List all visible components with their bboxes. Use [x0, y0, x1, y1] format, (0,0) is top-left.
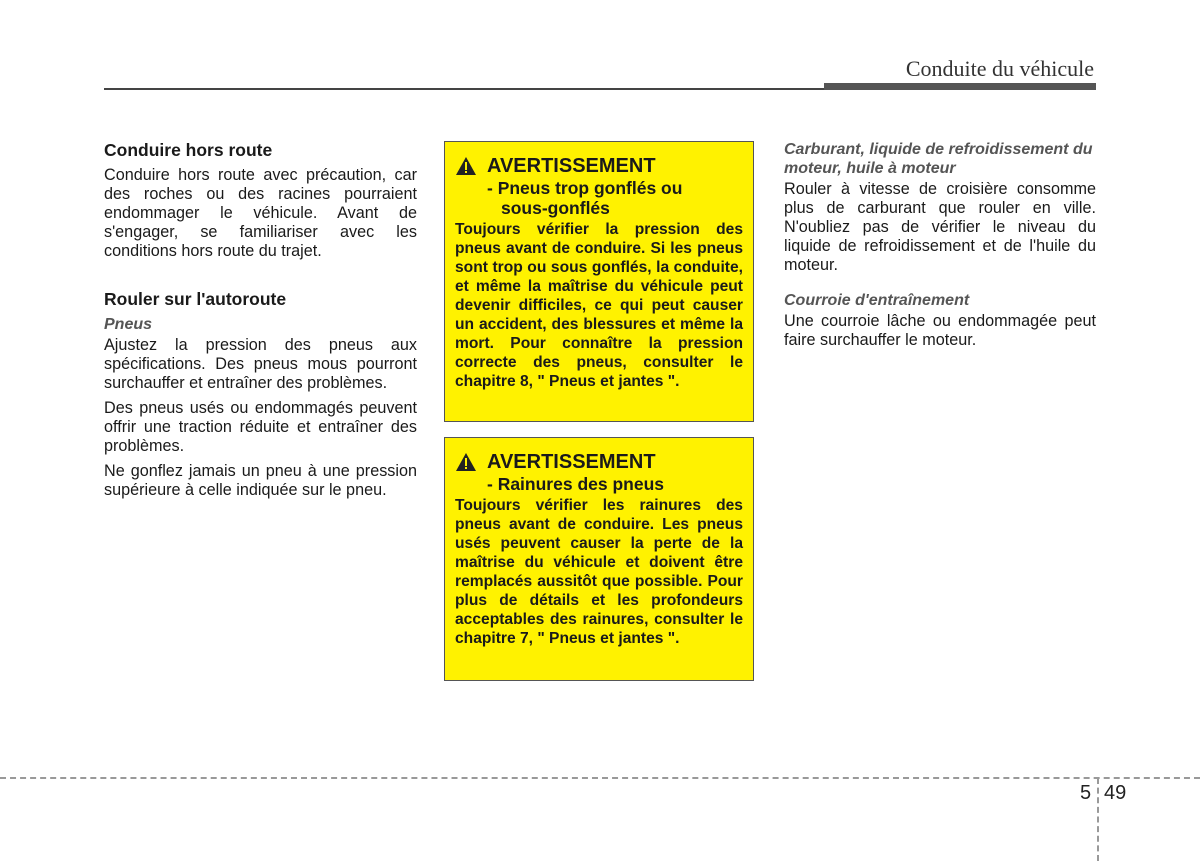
belt-subheading: Courroie d'entraînement: [784, 292, 970, 309]
warning-subtitle: - Rainures des pneus: [487, 474, 664, 494]
tires-paragraph-2: Des pneus usés ou endommagés peuvent offrir une traction réduite et entraîner des problèmes.: [104, 399, 417, 455]
chapter-number: 5: [1080, 782, 1092, 804]
left-column: [104, 140, 417, 506]
offroad-paragraph: Conduire hors route avec précaution, car des roches ou des racines pourraient endommager le véhicule. Avant de s'engager, se familiariser avec les conditions hors route du trajet.: [104, 166, 417, 260]
warning-triangle-icon: [455, 452, 477, 472]
header-rule-accent: [824, 83, 1096, 90]
warning-title: AVERTISSEMENT: [487, 155, 656, 177]
tires-subheading: Pneus: [104, 316, 153, 333]
offroad-heading: Conduire hors route: [104, 140, 273, 160]
highway-heading: Rouler sur l'autoroute: [104, 289, 287, 309]
warning-body: Toujours vérifier la pression des pneus avant de conduire. Si les pneus sont trop ou sous gonflés, la conduite, et même la maîtrise du véhicule peut devenir difficiles, ce qui peut causer un accident, des blessures et même la mort. Pour connaître la pression correcte des pneus, consulter le chapitre 8, " Pneus et jantes ".: [455, 221, 743, 390]
right-column: [784, 140, 1096, 356]
warning-title: AVERTISSEMENT: [487, 451, 656, 473]
warning-box-inflation: [444, 141, 754, 422]
warning-box-treads: [444, 437, 754, 681]
fluids-subheading: Carburant, liquide de refroidissement du moteur, huile à moteur: [784, 141, 1093, 177]
fluids-paragraph: Rouler à vitesse de croisière consomme plus de carburant que rouler en ville. N'oubliez pas de vérifier le niveau du liquide de refroidissement et de l'huile du moteur.: [784, 180, 1096, 274]
footer-divider: [1097, 778, 1099, 861]
tires-paragraph-3: Ne gonflez jamais un pneu à une pression supérieure à celle indiquée sur le pneu.: [104, 462, 417, 499]
page-header-title: Conduite du véhicule: [905, 56, 1094, 81]
warning-triangle-icon: [455, 156, 477, 176]
tires-paragraph-1: Ajustez la pression des pneus aux spécifications. Des pneus mous pourront surchauffer et entraîner des problèmes.: [104, 336, 417, 392]
footer-rule: [0, 777, 1200, 779]
belt-paragraph: Une courroie lâche ou endommagée peut faire surchauffer le moteur.: [784, 312, 1096, 349]
warning-body: Toujours vérifier les rainures des pneus avant de conduire. Les pneus usés peuvent causer la perte de la maîtrise du véhicule et doivent être remplacés aussitôt que possible. Pour plus de détails et les profondeurs acceptables des rainures, consulter le chapitre 7, " Pneus et jantes ".: [455, 497, 743, 647]
warning-subtitle: - Pneus trop gonflés ou: [487, 178, 683, 198]
warning-subtitle-continued: sous-gonflés: [501, 198, 610, 218]
page-number: 49: [1104, 782, 1127, 804]
